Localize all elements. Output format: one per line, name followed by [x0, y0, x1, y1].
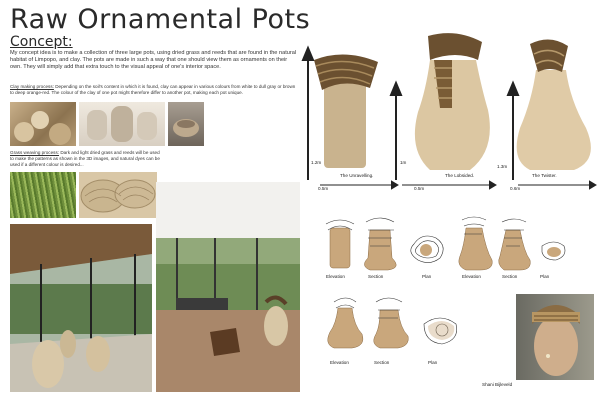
grass-process-label: Grass weaving process: [10, 150, 60, 155]
concept-heading: Concept: [10, 34, 73, 50]
page-title: Raw Ornamental Pots [10, 4, 311, 35]
clay-process-block [10, 84, 300, 96]
clay-process-text: Depending on the soil's content in which it is found, clay can appear in various colours from white to dull gray or brown to deep orange-red. The colour of the clay of one pot might therefore differ to another pot, making each pot unique. [10, 84, 296, 95]
clay-vessels-photo [79, 102, 165, 146]
set3-section-label: Section [374, 360, 390, 365]
pot-3-height: 1.3m [497, 164, 508, 169]
interior-render-1 [10, 224, 152, 392]
interior-render-2 [156, 182, 300, 392]
clay-process-label: Clay making process: [10, 84, 54, 89]
set1-section-label: Section [368, 274, 384, 279]
pot-2-name: The Lobsided. [445, 173, 475, 178]
pot-2-width: 0.5m [414, 186, 425, 191]
set1-elevation-label: Elevation [326, 274, 345, 279]
pot-3-width: 0.6m [510, 186, 521, 191]
set1-plan-label: Plan [422, 274, 432, 279]
set3-elevation-label: Elevation [330, 360, 349, 365]
set3-plan-label: Plan [428, 360, 438, 365]
grass-process-text: Dark and light dried grass and reeds will be used to make the patterns as shown in the 3D images, and natural dyes can be used if a different colour is desired... [10, 150, 160, 167]
grass-process-block [10, 150, 160, 167]
pot-2-height: 1m [400, 160, 407, 165]
pot-1-name: The Unravelling. [340, 173, 374, 178]
set2-elevation-label: Elevation [462, 274, 481, 279]
concept-text: My concept idea is to make a collection of three large pots, using dried grass and reeds that are found in the natural habitat of Limpopo, and clay. The pots are made in such a way that one should view them as ornaments on their own. They will simply add that extra touch to the visual appeal of one's interior space. [10, 50, 297, 71]
set2-plan-label: Plan [540, 274, 550, 279]
pot-renders [300, 20, 600, 195]
clay-bowl-photo [168, 102, 204, 146]
pot-3-name: The Twister. [532, 173, 557, 178]
pot-1-height: 1.2m [311, 160, 322, 165]
set2-section-label: Section [502, 274, 518, 279]
designer-name: Shani Bijleveld [482, 382, 513, 387]
pot-1-width: 0.5m [318, 186, 329, 191]
woven-grass-photo [79, 172, 157, 218]
clay-lumps-photo [10, 102, 76, 146]
designer-photo [516, 294, 594, 380]
grass-field-photo [10, 172, 76, 218]
